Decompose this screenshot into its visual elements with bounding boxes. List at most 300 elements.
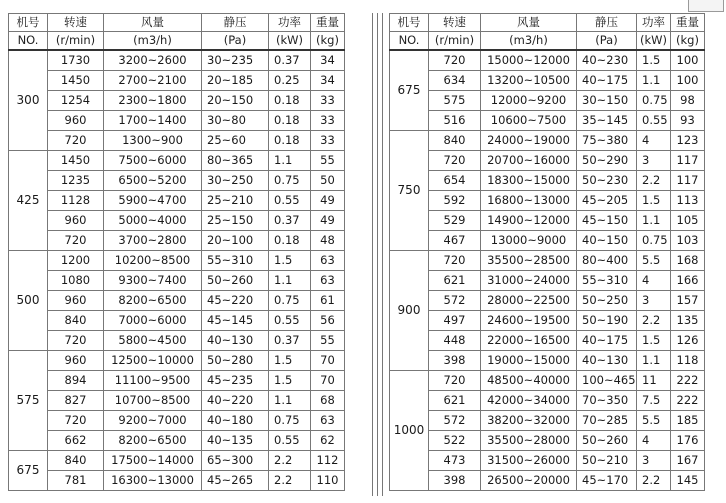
speed-cell: 1235 bbox=[48, 171, 104, 191]
airflow-cell: 16300~13000 bbox=[104, 471, 202, 491]
machine-no-cell: 1000 bbox=[390, 371, 429, 491]
power-cell: 1.5 bbox=[637, 191, 671, 211]
machine-no-cell: 900 bbox=[390, 251, 429, 371]
static-pressure-cell: 45~145 bbox=[202, 311, 269, 331]
unit-static-pressure: (Pa) bbox=[577, 32, 637, 51]
weight-cell: 167 bbox=[671, 451, 705, 471]
unit-row bbox=[390, 32, 705, 51]
table-row bbox=[9, 271, 345, 291]
airflow-cell: 22000~16500 bbox=[481, 331, 577, 351]
header-speed: 转速 bbox=[48, 14, 104, 32]
power-cell: 2.2 bbox=[269, 451, 311, 471]
power-cell: 0.18 bbox=[269, 231, 311, 251]
airflow-cell: 3700~2800 bbox=[104, 231, 202, 251]
airflow-cell: 2300~1800 bbox=[104, 91, 202, 111]
weight-cell: 62 bbox=[311, 431, 345, 451]
power-cell: 0.75 bbox=[637, 231, 671, 251]
static-pressure-cell: 50~290 bbox=[577, 151, 637, 171]
airflow-cell: 7000~6000 bbox=[104, 311, 202, 331]
power-cell: 2.2 bbox=[637, 171, 671, 191]
machine-no-cell: 575 bbox=[9, 351, 48, 451]
power-cell: 1.1 bbox=[637, 211, 671, 231]
weight-cell: 49 bbox=[311, 211, 345, 231]
weight-cell: 126 bbox=[671, 331, 705, 351]
power-cell: 0.55 bbox=[269, 191, 311, 211]
static-pressure-cell: 45~220 bbox=[202, 291, 269, 311]
airflow-cell: 35500~28500 bbox=[481, 251, 577, 271]
speed-cell: 720 bbox=[429, 151, 481, 171]
power-cell: 1.1 bbox=[269, 271, 311, 291]
power-cell: 7.5 bbox=[637, 391, 671, 411]
airflow-cell: 18300~15000 bbox=[481, 171, 577, 191]
speed-cell: 1254 bbox=[48, 91, 104, 111]
weight-cell: 157 bbox=[671, 291, 705, 311]
airflow-cell: 24600~19500 bbox=[481, 311, 577, 331]
static-pressure-cell: 35~145 bbox=[577, 111, 637, 131]
power-cell: 0.55 bbox=[637, 111, 671, 131]
power-cell: 1.1 bbox=[637, 71, 671, 91]
power-cell: 0.18 bbox=[269, 91, 311, 111]
weight-cell: 117 bbox=[671, 151, 705, 171]
weight-cell: 56 bbox=[311, 311, 345, 331]
weight-cell: 63 bbox=[311, 271, 345, 291]
weight-cell: 49 bbox=[311, 191, 345, 211]
table-row bbox=[390, 111, 705, 131]
airflow-cell: 12500~10000 bbox=[104, 351, 202, 371]
table-row bbox=[390, 131, 705, 151]
speed-cell: 522 bbox=[429, 431, 481, 451]
speed-cell: 1450 bbox=[48, 71, 104, 91]
table-row bbox=[9, 211, 345, 231]
unit-weight: (kg) bbox=[671, 32, 705, 51]
airflow-cell: 8200~6500 bbox=[104, 291, 202, 311]
power-cell: 0.25 bbox=[269, 71, 311, 91]
power-cell: 0.37 bbox=[269, 331, 311, 351]
header-static-pressure: 静压 bbox=[202, 14, 269, 32]
static-pressure-cell: 50~210 bbox=[577, 451, 637, 471]
speed-cell: 497 bbox=[429, 311, 481, 331]
unit-speed: (r/min) bbox=[429, 32, 481, 51]
speed-cell: 621 bbox=[429, 391, 481, 411]
power-cell: 1.5 bbox=[269, 351, 311, 371]
airflow-cell: 11100~9500 bbox=[104, 371, 202, 391]
static-pressure-cell: 100~465 bbox=[577, 371, 637, 391]
speed-cell: 592 bbox=[429, 191, 481, 211]
column-divider bbox=[382, 13, 383, 496]
power-cell: 4 bbox=[637, 131, 671, 151]
static-pressure-cell: 30~250 bbox=[202, 171, 269, 191]
power-cell: 1.5 bbox=[637, 50, 671, 71]
header-machine-no: 机号 bbox=[9, 14, 48, 32]
table-row bbox=[9, 231, 345, 251]
table-row bbox=[9, 331, 345, 351]
fan-spec-table-right bbox=[389, 13, 705, 491]
speed-cell: 572 bbox=[429, 291, 481, 311]
weight-cell: 166 bbox=[671, 271, 705, 291]
speed-cell: 840 bbox=[48, 311, 104, 331]
weight-cell: 123 bbox=[671, 131, 705, 151]
power-cell: 5.5 bbox=[637, 251, 671, 271]
weight-cell: 185 bbox=[671, 411, 705, 431]
power-cell: 0.18 bbox=[269, 131, 311, 151]
table-row bbox=[9, 371, 345, 391]
airflow-cell: 1700~1400 bbox=[104, 111, 202, 131]
weight-cell: 34 bbox=[311, 50, 345, 71]
static-pressure-cell: 25~210 bbox=[202, 191, 269, 211]
airflow-cell: 48500~40000 bbox=[481, 371, 577, 391]
power-cell: 2.2 bbox=[637, 311, 671, 331]
power-cell: 11 bbox=[637, 371, 671, 391]
speed-cell: 840 bbox=[429, 131, 481, 151]
table-row bbox=[9, 391, 345, 411]
weight-cell: 105 bbox=[671, 211, 705, 231]
speed-cell: 516 bbox=[429, 111, 481, 131]
weight-cell: 112 bbox=[311, 451, 345, 471]
speed-cell: 720 bbox=[48, 411, 104, 431]
weight-cell: 135 bbox=[671, 311, 705, 331]
static-pressure-cell: 40~180 bbox=[202, 411, 269, 431]
table-row bbox=[9, 91, 345, 111]
weight-cell: 176 bbox=[671, 431, 705, 451]
static-pressure-cell: 50~260 bbox=[202, 271, 269, 291]
airflow-cell: 35500~28000 bbox=[481, 431, 577, 451]
weight-cell: 68 bbox=[311, 391, 345, 411]
table-row bbox=[390, 151, 705, 171]
header-airflow: 风量 bbox=[104, 14, 202, 32]
speed-cell: 448 bbox=[429, 331, 481, 351]
airflow-cell: 24000~19000 bbox=[481, 131, 577, 151]
fan-spec-table-left bbox=[8, 13, 345, 491]
table-row bbox=[390, 171, 705, 191]
static-pressure-cell: 45~170 bbox=[577, 471, 637, 491]
speed-cell: 662 bbox=[48, 431, 104, 451]
static-pressure-cell: 45~265 bbox=[202, 471, 269, 491]
table-body-right bbox=[390, 50, 705, 491]
table-row bbox=[390, 191, 705, 211]
airflow-cell: 1300~900 bbox=[104, 131, 202, 151]
weight-cell: 70 bbox=[311, 371, 345, 391]
power-cell: 1.5 bbox=[269, 251, 311, 271]
unit-row bbox=[9, 32, 345, 51]
airflow-cell: 10200~8500 bbox=[104, 251, 202, 271]
table-row bbox=[9, 291, 345, 311]
speed-cell: 1128 bbox=[48, 191, 104, 211]
weight-cell: 117 bbox=[671, 171, 705, 191]
static-pressure-cell: 55~310 bbox=[577, 271, 637, 291]
weight-cell: 145 bbox=[671, 471, 705, 491]
airflow-cell: 38200~32000 bbox=[481, 411, 577, 431]
power-cell: 4 bbox=[637, 271, 671, 291]
airflow-cell: 31500~26000 bbox=[481, 451, 577, 471]
header-airflow: 风量 bbox=[481, 14, 577, 32]
weight-cell: 33 bbox=[311, 91, 345, 111]
airflow-cell: 3200~2600 bbox=[104, 50, 202, 71]
unit-power: (kW) bbox=[637, 32, 671, 51]
airflow-cell: 19000~15000 bbox=[481, 351, 577, 371]
table-row bbox=[9, 171, 345, 191]
power-cell: 1.1 bbox=[637, 351, 671, 371]
table-row bbox=[9, 71, 345, 91]
weight-cell: 55 bbox=[311, 151, 345, 171]
speed-cell: 467 bbox=[429, 231, 481, 251]
unit-airflow: (m3/h) bbox=[481, 32, 577, 51]
weight-cell: 50 bbox=[311, 171, 345, 191]
airflow-cell: 28000~22500 bbox=[481, 291, 577, 311]
static-pressure-cell: 20~185 bbox=[202, 71, 269, 91]
power-cell: 0.75 bbox=[269, 411, 311, 431]
power-cell: 1.5 bbox=[637, 331, 671, 351]
weight-cell: 222 bbox=[671, 371, 705, 391]
power-cell: 0.37 bbox=[269, 50, 311, 71]
header-weight: 重量 bbox=[311, 14, 345, 32]
airflow-cell: 31000~24000 bbox=[481, 271, 577, 291]
static-pressure-cell: 30~150 bbox=[577, 91, 637, 111]
speed-cell: 960 bbox=[48, 291, 104, 311]
power-cell: 2.2 bbox=[637, 471, 671, 491]
static-pressure-cell: 40~175 bbox=[577, 331, 637, 351]
power-cell: 1.1 bbox=[269, 391, 311, 411]
airflow-cell: 16800~13000 bbox=[481, 191, 577, 211]
table-row bbox=[390, 311, 705, 331]
speed-cell: 473 bbox=[429, 451, 481, 471]
speed-cell: 1080 bbox=[48, 271, 104, 291]
static-pressure-cell: 40~230 bbox=[577, 50, 637, 71]
static-pressure-cell: 40~130 bbox=[202, 331, 269, 351]
airflow-cell: 9300~7400 bbox=[104, 271, 202, 291]
weight-cell: 48 bbox=[311, 231, 345, 251]
static-pressure-cell: 25~150 bbox=[202, 211, 269, 231]
header-row bbox=[390, 14, 705, 32]
header-power: 功率 bbox=[637, 14, 671, 32]
header-machine-no: 机号 bbox=[390, 14, 429, 32]
header-power: 功率 bbox=[269, 14, 311, 32]
weight-cell: 222 bbox=[671, 391, 705, 411]
airflow-cell: 8200~6500 bbox=[104, 431, 202, 451]
speed-cell: 575 bbox=[429, 91, 481, 111]
header-row bbox=[9, 14, 345, 32]
airflow-cell: 2700~2100 bbox=[104, 71, 202, 91]
weight-cell: 168 bbox=[671, 251, 705, 271]
machine-no-cell: 750 bbox=[390, 131, 429, 251]
table-row bbox=[390, 431, 705, 451]
static-pressure-cell: 50~280 bbox=[202, 351, 269, 371]
header-static-pressure: 静压 bbox=[577, 14, 637, 32]
header-weight: 重量 bbox=[671, 14, 705, 32]
speed-cell: 720 bbox=[48, 331, 104, 351]
airflow-cell: 42000~34000 bbox=[481, 391, 577, 411]
weight-cell: 61 bbox=[311, 291, 345, 311]
airflow-cell: 7500~6000 bbox=[104, 151, 202, 171]
speed-cell: 720 bbox=[429, 251, 481, 271]
static-pressure-cell: 50~190 bbox=[577, 311, 637, 331]
machine-no-cell: 500 bbox=[9, 251, 48, 351]
airflow-cell: 15000~12000 bbox=[481, 50, 577, 71]
power-cell: 1.5 bbox=[269, 371, 311, 391]
machine-no-cell: 675 bbox=[390, 50, 429, 131]
static-pressure-cell: 20~100 bbox=[202, 231, 269, 251]
table-row bbox=[9, 451, 345, 471]
static-pressure-cell: 50~230 bbox=[577, 171, 637, 191]
static-pressure-cell: 30~235 bbox=[202, 50, 269, 71]
table-row bbox=[9, 131, 345, 151]
header-speed: 转速 bbox=[429, 14, 481, 32]
static-pressure-cell: 25~60 bbox=[202, 131, 269, 151]
table-row bbox=[9, 431, 345, 451]
speed-cell: 654 bbox=[429, 171, 481, 191]
speed-cell: 720 bbox=[429, 371, 481, 391]
table-row bbox=[9, 111, 345, 131]
power-cell: 3 bbox=[637, 151, 671, 171]
static-pressure-cell: 70~350 bbox=[577, 391, 637, 411]
power-cell: 3 bbox=[637, 451, 671, 471]
table-row bbox=[9, 471, 345, 491]
weight-cell: 118 bbox=[671, 351, 705, 371]
weight-cell: 70 bbox=[311, 351, 345, 371]
weight-cell: 110 bbox=[311, 471, 345, 491]
static-pressure-cell: 80~400 bbox=[577, 251, 637, 271]
airflow-cell: 9200~7000 bbox=[104, 411, 202, 431]
airflow-cell: 20700~16000 bbox=[481, 151, 577, 171]
static-pressure-cell: 40~175 bbox=[577, 71, 637, 91]
table-row bbox=[9, 50, 345, 71]
column-divider bbox=[372, 13, 373, 496]
power-cell: 0.55 bbox=[269, 311, 311, 331]
airflow-cell: 12000~9200 bbox=[481, 91, 577, 111]
table-row bbox=[9, 311, 345, 331]
weight-cell: 113 bbox=[671, 191, 705, 211]
speed-cell: 529 bbox=[429, 211, 481, 231]
power-cell: 0.75 bbox=[269, 171, 311, 191]
speed-cell: 1450 bbox=[48, 151, 104, 171]
table-row bbox=[9, 251, 345, 271]
static-pressure-cell: 50~260 bbox=[577, 431, 637, 451]
speed-cell: 572 bbox=[429, 411, 481, 431]
airflow-cell: 17500~14000 bbox=[104, 451, 202, 471]
machine-no-cell: 300 bbox=[9, 50, 48, 151]
speed-cell: 781 bbox=[48, 471, 104, 491]
weight-cell: 100 bbox=[671, 71, 705, 91]
power-cell: 0.37 bbox=[269, 211, 311, 231]
static-pressure-cell: 40~130 bbox=[577, 351, 637, 371]
unit-speed: (r/min) bbox=[48, 32, 104, 51]
machine-no-cell: 425 bbox=[9, 151, 48, 251]
speed-cell: 960 bbox=[48, 211, 104, 231]
weight-cell: 34 bbox=[311, 71, 345, 91]
table-row bbox=[390, 471, 705, 491]
static-pressure-cell: 40~220 bbox=[202, 391, 269, 411]
power-cell: 0.75 bbox=[637, 91, 671, 111]
weight-cell: 63 bbox=[311, 251, 345, 271]
table-row bbox=[390, 391, 705, 411]
airflow-cell: 5000~4000 bbox=[104, 211, 202, 231]
airflow-cell: 5900~4700 bbox=[104, 191, 202, 211]
weight-cell: 63 bbox=[311, 411, 345, 431]
airflow-cell: 13000~9000 bbox=[481, 231, 577, 251]
table-row bbox=[390, 411, 705, 431]
weight-cell: 100 bbox=[671, 50, 705, 71]
static-pressure-cell: 70~285 bbox=[577, 411, 637, 431]
speed-cell: 720 bbox=[429, 50, 481, 71]
unit-airflow: (m3/h) bbox=[104, 32, 202, 51]
weight-cell: 55 bbox=[311, 331, 345, 351]
unit-power: (kW) bbox=[269, 32, 311, 51]
speed-cell: 398 bbox=[429, 471, 481, 491]
column-divider bbox=[377, 13, 378, 496]
weight-cell: 98 bbox=[671, 91, 705, 111]
unit-machine-no: NO. bbox=[9, 32, 48, 51]
static-pressure-cell: 40~150 bbox=[577, 231, 637, 251]
table-body-left bbox=[9, 50, 345, 491]
weight-cell: 33 bbox=[311, 131, 345, 151]
speed-cell: 960 bbox=[48, 111, 104, 131]
power-cell: 3 bbox=[637, 291, 671, 311]
speed-cell: 840 bbox=[48, 451, 104, 471]
static-pressure-cell: 20~150 bbox=[202, 91, 269, 111]
page-corner-tab bbox=[688, 0, 724, 12]
machine-no-cell: 675 bbox=[9, 451, 48, 491]
table-row bbox=[9, 151, 345, 171]
static-pressure-cell: 50~250 bbox=[577, 291, 637, 311]
static-pressure-cell: 40~135 bbox=[202, 431, 269, 451]
speed-cell: 827 bbox=[48, 391, 104, 411]
speed-cell: 1730 bbox=[48, 50, 104, 71]
airflow-cell: 10700~8500 bbox=[104, 391, 202, 411]
table-row bbox=[390, 351, 705, 371]
static-pressure-cell: 55~310 bbox=[202, 251, 269, 271]
table-row bbox=[390, 91, 705, 111]
airflow-cell: 5800~4500 bbox=[104, 331, 202, 351]
power-cell: 0.55 bbox=[269, 431, 311, 451]
table-row bbox=[390, 211, 705, 231]
weight-cell: 93 bbox=[671, 111, 705, 131]
table-row bbox=[390, 71, 705, 91]
speed-cell: 720 bbox=[48, 131, 104, 151]
table-row bbox=[390, 371, 705, 391]
static-pressure-cell: 45~150 bbox=[577, 211, 637, 231]
weight-cell: 33 bbox=[311, 111, 345, 131]
table-row bbox=[390, 50, 705, 71]
static-pressure-cell: 45~205 bbox=[577, 191, 637, 211]
speed-cell: 398 bbox=[429, 351, 481, 371]
unit-static-pressure: (Pa) bbox=[202, 32, 269, 51]
power-cell: 4 bbox=[637, 431, 671, 451]
weight-cell: 103 bbox=[671, 231, 705, 251]
speed-cell: 634 bbox=[429, 71, 481, 91]
speed-cell: 720 bbox=[48, 231, 104, 251]
unit-machine-no: NO. bbox=[390, 32, 429, 51]
static-pressure-cell: 65~300 bbox=[202, 451, 269, 471]
power-cell: 1.1 bbox=[269, 151, 311, 171]
static-pressure-cell: 30~80 bbox=[202, 111, 269, 131]
airflow-cell: 6500~5200 bbox=[104, 171, 202, 191]
table-row bbox=[390, 251, 705, 271]
table-row bbox=[9, 191, 345, 211]
speed-cell: 894 bbox=[48, 371, 104, 391]
table-row bbox=[9, 411, 345, 431]
table-row bbox=[390, 231, 705, 251]
static-pressure-cell: 45~235 bbox=[202, 371, 269, 391]
static-pressure-cell: 80~365 bbox=[202, 151, 269, 171]
power-cell: 2.2 bbox=[269, 471, 311, 491]
table-row bbox=[390, 331, 705, 351]
power-cell: 0.75 bbox=[269, 291, 311, 311]
table-row bbox=[390, 451, 705, 471]
unit-weight: (kg) bbox=[311, 32, 345, 51]
table-row bbox=[390, 291, 705, 311]
table-row bbox=[390, 271, 705, 291]
airflow-cell: 14900~12000 bbox=[481, 211, 577, 231]
power-cell: 0.18 bbox=[269, 111, 311, 131]
